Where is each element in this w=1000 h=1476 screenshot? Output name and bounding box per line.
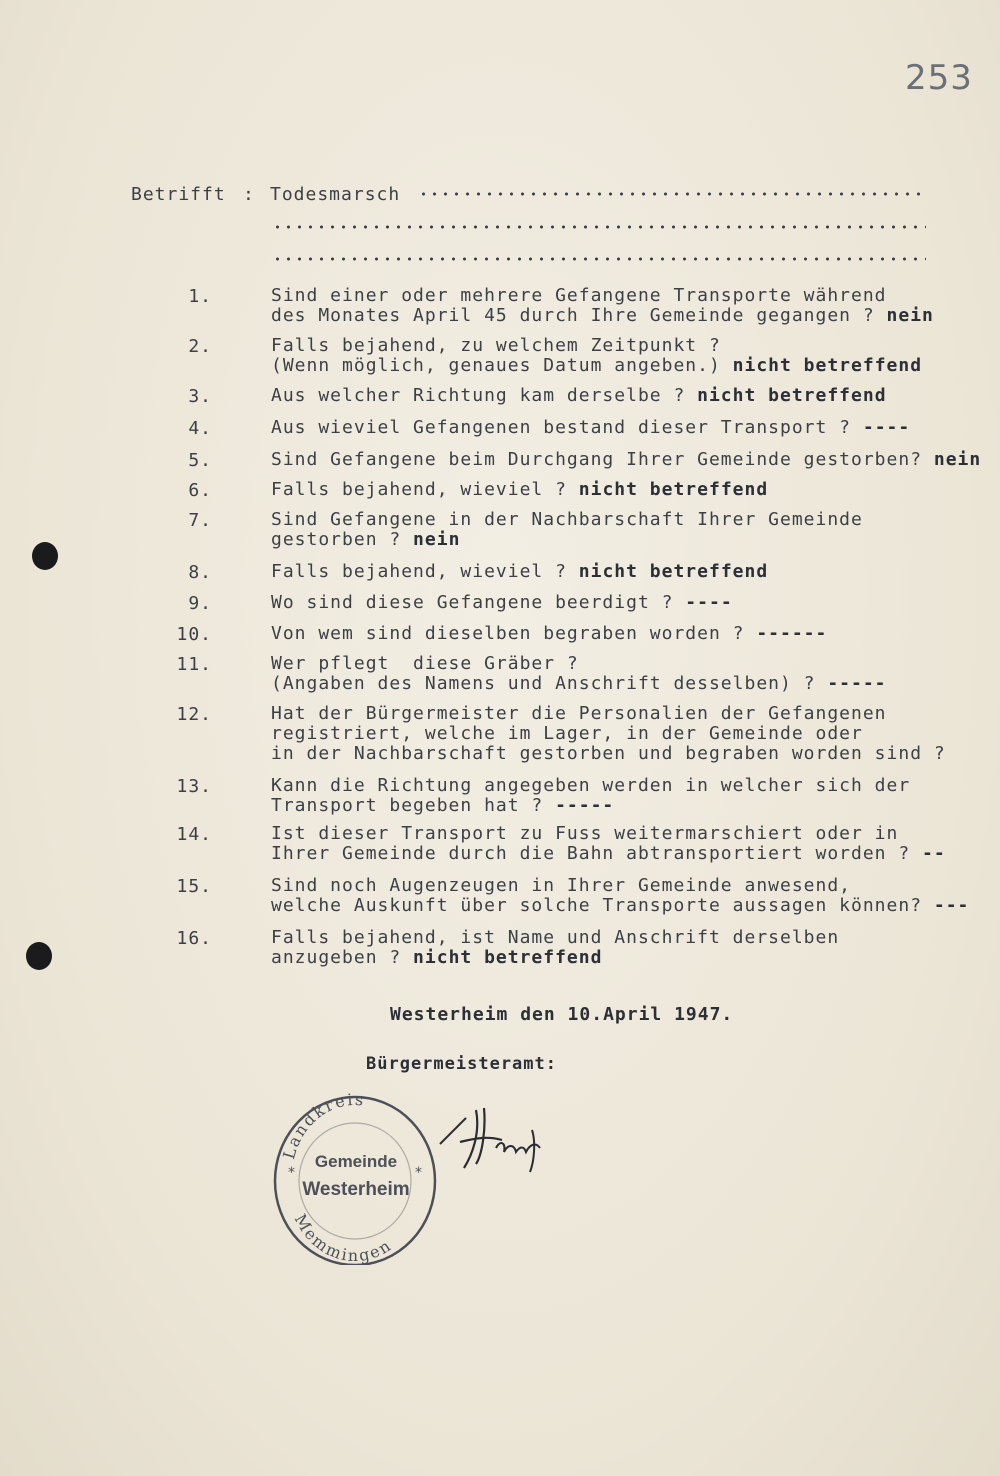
subject-label: Betrifft xyxy=(131,184,226,205)
question-line: des Monates April 45 durch Ihre Gemeinde gegangen ? xyxy=(271,305,875,326)
question-line: Von wem sind dieselben begraben worden ? xyxy=(271,623,745,644)
question-answer: nicht betreffend xyxy=(685,385,887,406)
question-text xyxy=(271,336,971,376)
dotted-line xyxy=(418,191,926,197)
question-number: 6. xyxy=(188,480,212,501)
question-line: welche Auskunft über solche Transporte aussagen können? xyxy=(271,895,923,916)
question-text xyxy=(271,480,971,500)
question-answer: ------ xyxy=(744,623,828,644)
question-text xyxy=(271,510,971,550)
handwritten-signature xyxy=(436,1100,546,1180)
svg-text:*: * xyxy=(288,1165,295,1181)
question-answer: nicht betreffend xyxy=(720,355,923,376)
question-text xyxy=(271,449,982,470)
question-number: 16. xyxy=(176,928,212,949)
question-text xyxy=(271,704,971,764)
question-text xyxy=(271,654,971,694)
seal-ring-text-bottom: Memmingen xyxy=(290,1210,396,1265)
question-line: Falls bejahend, wieviel ? xyxy=(271,561,567,582)
punch-hole xyxy=(26,942,52,970)
question-line: anzugeben ? xyxy=(271,947,402,968)
question-text xyxy=(271,876,971,916)
question-line: Ihrer Gemeinde durch die Bahn abtransportiert worden ? xyxy=(271,843,911,864)
question-answer: nein xyxy=(401,529,461,550)
question-number: 7. xyxy=(188,510,212,531)
question-text xyxy=(271,562,971,582)
question-text xyxy=(271,624,971,644)
question-text xyxy=(271,286,971,326)
question-number: 8. xyxy=(188,562,212,583)
question-answer: ---- xyxy=(851,417,911,438)
question-line: in der Nachbarschaft gestorben und begraben worden sind ? xyxy=(271,743,946,764)
question-line: Sind einer oder mehrere Gefangene Transporte während xyxy=(271,285,887,306)
question-number: 13. xyxy=(176,776,212,797)
question-answer: nein xyxy=(874,305,934,326)
question-line: Sind noch Augenzeugen in Ihrer Gemeinde anwesend, xyxy=(271,875,852,896)
seal-text-westerheim: Westerheim xyxy=(302,1179,410,1200)
question-line: Ist dieser Transport zu Fuss weitermarschiert oder in xyxy=(271,823,899,844)
municipal-seal xyxy=(270,1085,440,1265)
question-number: 4. xyxy=(188,418,212,439)
question-answer: -- xyxy=(910,843,946,864)
question-line: Aus welcher Richtung kam derselbe ? xyxy=(271,385,686,406)
question-line: Sind Gefangene beim Durchgang Ihrer Gemeinde gestorben? xyxy=(271,449,923,470)
punch-hole xyxy=(32,542,58,570)
question-line: Falls bejahend, ist Name und Anschrift derselben xyxy=(271,927,840,948)
question-number: 12. xyxy=(176,704,212,725)
question-line: registriert, welche im Lager, in der Gemeinde oder xyxy=(271,723,863,744)
question-number: 15. xyxy=(176,876,212,897)
question-line: Wer pflegt diese Gräber ? xyxy=(271,653,579,674)
question-answer: nicht betreffend xyxy=(566,561,769,582)
question-number: 5. xyxy=(188,450,212,471)
question-text xyxy=(271,928,971,968)
subject-value: Todesmarsch xyxy=(270,184,401,205)
question-line: (Wenn möglich, genaues Datum angeben.) xyxy=(271,355,721,376)
question-line: Sind Gefangene in der Nachbarschaft Ihrer Gemeinde xyxy=(271,509,863,530)
question-number: 2. xyxy=(188,336,212,357)
question-answer: --- xyxy=(922,895,970,916)
question-answer: ---- xyxy=(673,592,733,613)
question-line: Falls bejahend, wieviel ? xyxy=(271,479,567,500)
question-line: Falls bejahend, zu welchem Zeitpunkt ? xyxy=(271,335,721,356)
question-line: gestorben ? xyxy=(271,529,402,550)
question-number: 10. xyxy=(176,624,212,645)
question-line: Aus wieviel Gefangenen bestand dieser Transport ? xyxy=(271,417,852,438)
question-text xyxy=(271,386,971,406)
question-answer: nicht betreffend xyxy=(566,479,769,500)
folio-number: 253 xyxy=(905,58,973,98)
question-answer: ----- xyxy=(543,795,615,816)
question-line: (Angaben des Namens und Anschrift desselben) ? xyxy=(271,673,816,694)
issuing-office: Bürgermeisteramt: xyxy=(366,1054,557,1074)
question-number: 1. xyxy=(188,286,212,307)
question-line: Hat der Bürgermeister die Personalien der Gefangenen xyxy=(271,703,887,724)
place-and-date: Westerheim den 10.April 1947. xyxy=(390,1004,734,1025)
question-line: Kann die Richtung angegeben werden in welcher sich der xyxy=(271,775,911,796)
question-number: 3. xyxy=(188,386,212,407)
subject-separator: : xyxy=(243,184,254,205)
question-number: 14. xyxy=(176,824,212,845)
question-line: Wo sind diese Gefangene beerdigt ? xyxy=(271,592,674,613)
question-text xyxy=(271,418,971,438)
question-text xyxy=(271,824,971,864)
question-text xyxy=(271,593,971,613)
question-line: Transport begeben hat ? xyxy=(271,795,544,816)
dotted-line xyxy=(272,224,926,230)
question-answer: ----- xyxy=(815,673,887,694)
svg-text:*: * xyxy=(415,1165,422,1181)
question-answer: nein xyxy=(922,449,982,470)
seal-ring-text-top: Landkreis xyxy=(279,1089,367,1162)
dotted-line xyxy=(272,256,926,262)
question-number: 11. xyxy=(176,654,212,675)
question-number: 9. xyxy=(188,593,212,614)
seal-text-gemeinde: Gemeinde xyxy=(314,1152,398,1171)
question-text xyxy=(271,776,971,816)
question-answer: nicht betreffend xyxy=(401,947,603,968)
